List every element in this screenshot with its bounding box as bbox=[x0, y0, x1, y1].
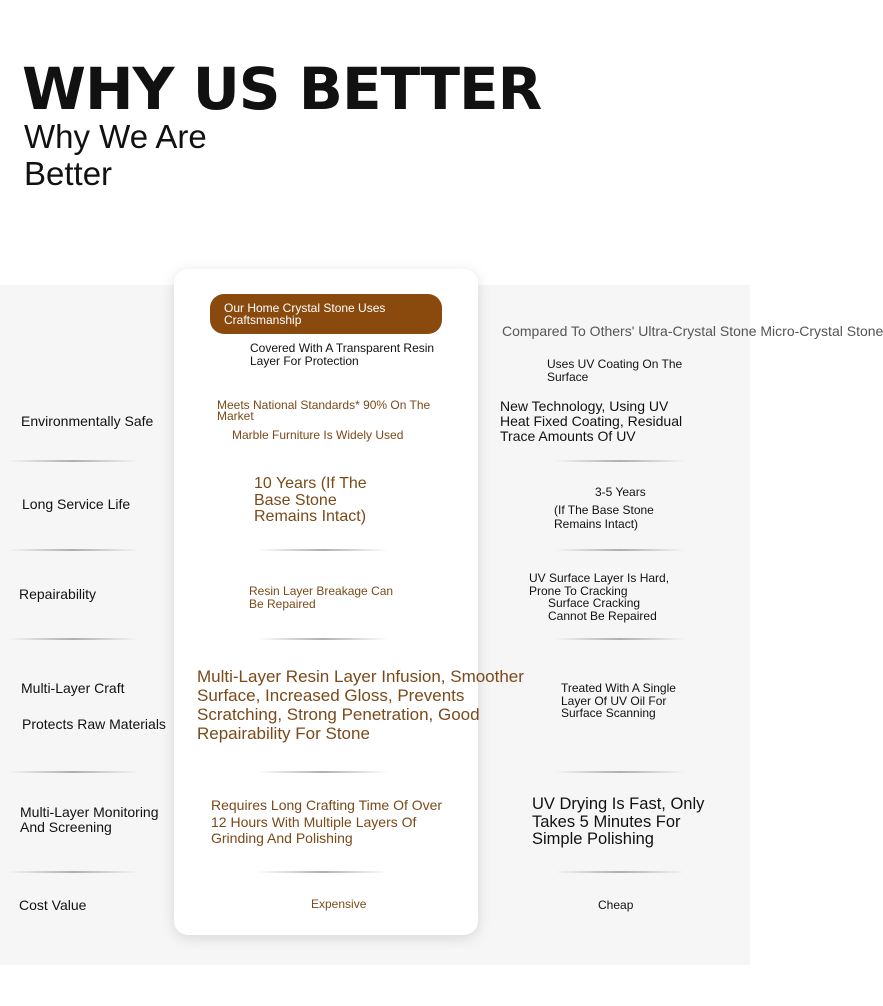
page-subtitle: Why We Are Better bbox=[24, 118, 207, 192]
others-cost-text: Cheap bbox=[598, 898, 634, 912]
row-divider bbox=[258, 638, 388, 640]
others-monitoring-text: UV Drying Is Fast, Only Takes 5 Minutes For Simple Polishing bbox=[532, 795, 705, 848]
our-craft-badge: Our Home Crystal Stone Uses Craftsmanship bbox=[210, 294, 442, 334]
row-divider bbox=[555, 638, 685, 640]
ours-environmental-note: Marble Furniture Is Widely Used bbox=[232, 428, 404, 442]
others-repairability-note: Surface Cracking Cannot Be Repaired bbox=[548, 596, 657, 623]
others-service-life-note: (If The Base Stone Remains Intact) bbox=[554, 503, 654, 531]
row-divider bbox=[555, 549, 685, 551]
row-divider bbox=[555, 871, 685, 873]
others-environmental-text: New Technology, Using UV Heat Fixed Coating, Residual Trace Amounts Of UV bbox=[500, 398, 683, 444]
row-label-environmentally-safe: Environmentally Safe bbox=[21, 413, 154, 429]
our-craft-description: Covered With A Transparent Resin Layer For Protection bbox=[250, 341, 435, 368]
row-divider bbox=[555, 771, 685, 773]
ours-monitoring-text: Requires Long Crafting Time Of Over 12 Hours With Multiple Layers Of Grinding And Polishing bbox=[211, 797, 443, 846]
row-label-monitoring-screening: Multi-Layer Monitoring And Screening bbox=[20, 804, 159, 835]
others-column-title: Compared To Others' Ultra-Crystal Stone Micro-Crystal Stone bbox=[502, 323, 883, 339]
others-multi-layer-text: Treated With A Single Layer Of UV Oil For Surface Scanning bbox=[561, 681, 676, 720]
row-divider bbox=[258, 771, 388, 773]
row-divider bbox=[8, 638, 138, 640]
others-service-life-years: 3-5 Years bbox=[595, 485, 646, 499]
ours-multi-layer-text: Multi-Layer Resin Layer Infusion, Smoother Surface, Increased Gloss, Prevents Scratching, Strong Penetration, Good Repairability For Stone bbox=[197, 667, 524, 743]
ours-service-life-text: 10 Years (If The Base Stone Remains Intact) bbox=[254, 475, 367, 525]
row-divider bbox=[258, 871, 388, 873]
ours-cost-text: Expensive bbox=[311, 897, 367, 911]
others-column-description: Uses UV Coating On The Surface bbox=[547, 357, 683, 384]
row-divider bbox=[8, 871, 138, 873]
row-divider bbox=[8, 549, 138, 551]
page-title: WHY US BETTER bbox=[22, 55, 542, 123]
ours-repairability-text: Resin Layer Breakage Can Be Repaired bbox=[249, 584, 394, 611]
row-divider bbox=[258, 549, 388, 551]
row-label-cost-value: Cost Value bbox=[19, 897, 87, 913]
row-label-multi-layer-craft: Multi-Layer Craft bbox=[21, 680, 125, 696]
row-divider bbox=[8, 460, 138, 462]
row-label-long-service-life: Long Service Life bbox=[22, 496, 131, 512]
row-divider bbox=[555, 460, 685, 462]
row-divider bbox=[8, 771, 138, 773]
row-label-repairability: Repairability bbox=[19, 586, 97, 602]
ours-environmental-text: Meets National Standards* 90% On The Market bbox=[217, 398, 431, 423]
others-repairability-text: UV Surface Layer Is Hard, Prone To Cracking bbox=[529, 571, 670, 598]
row-label-protects-raw-materials: Protects Raw Materials bbox=[22, 716, 166, 732]
